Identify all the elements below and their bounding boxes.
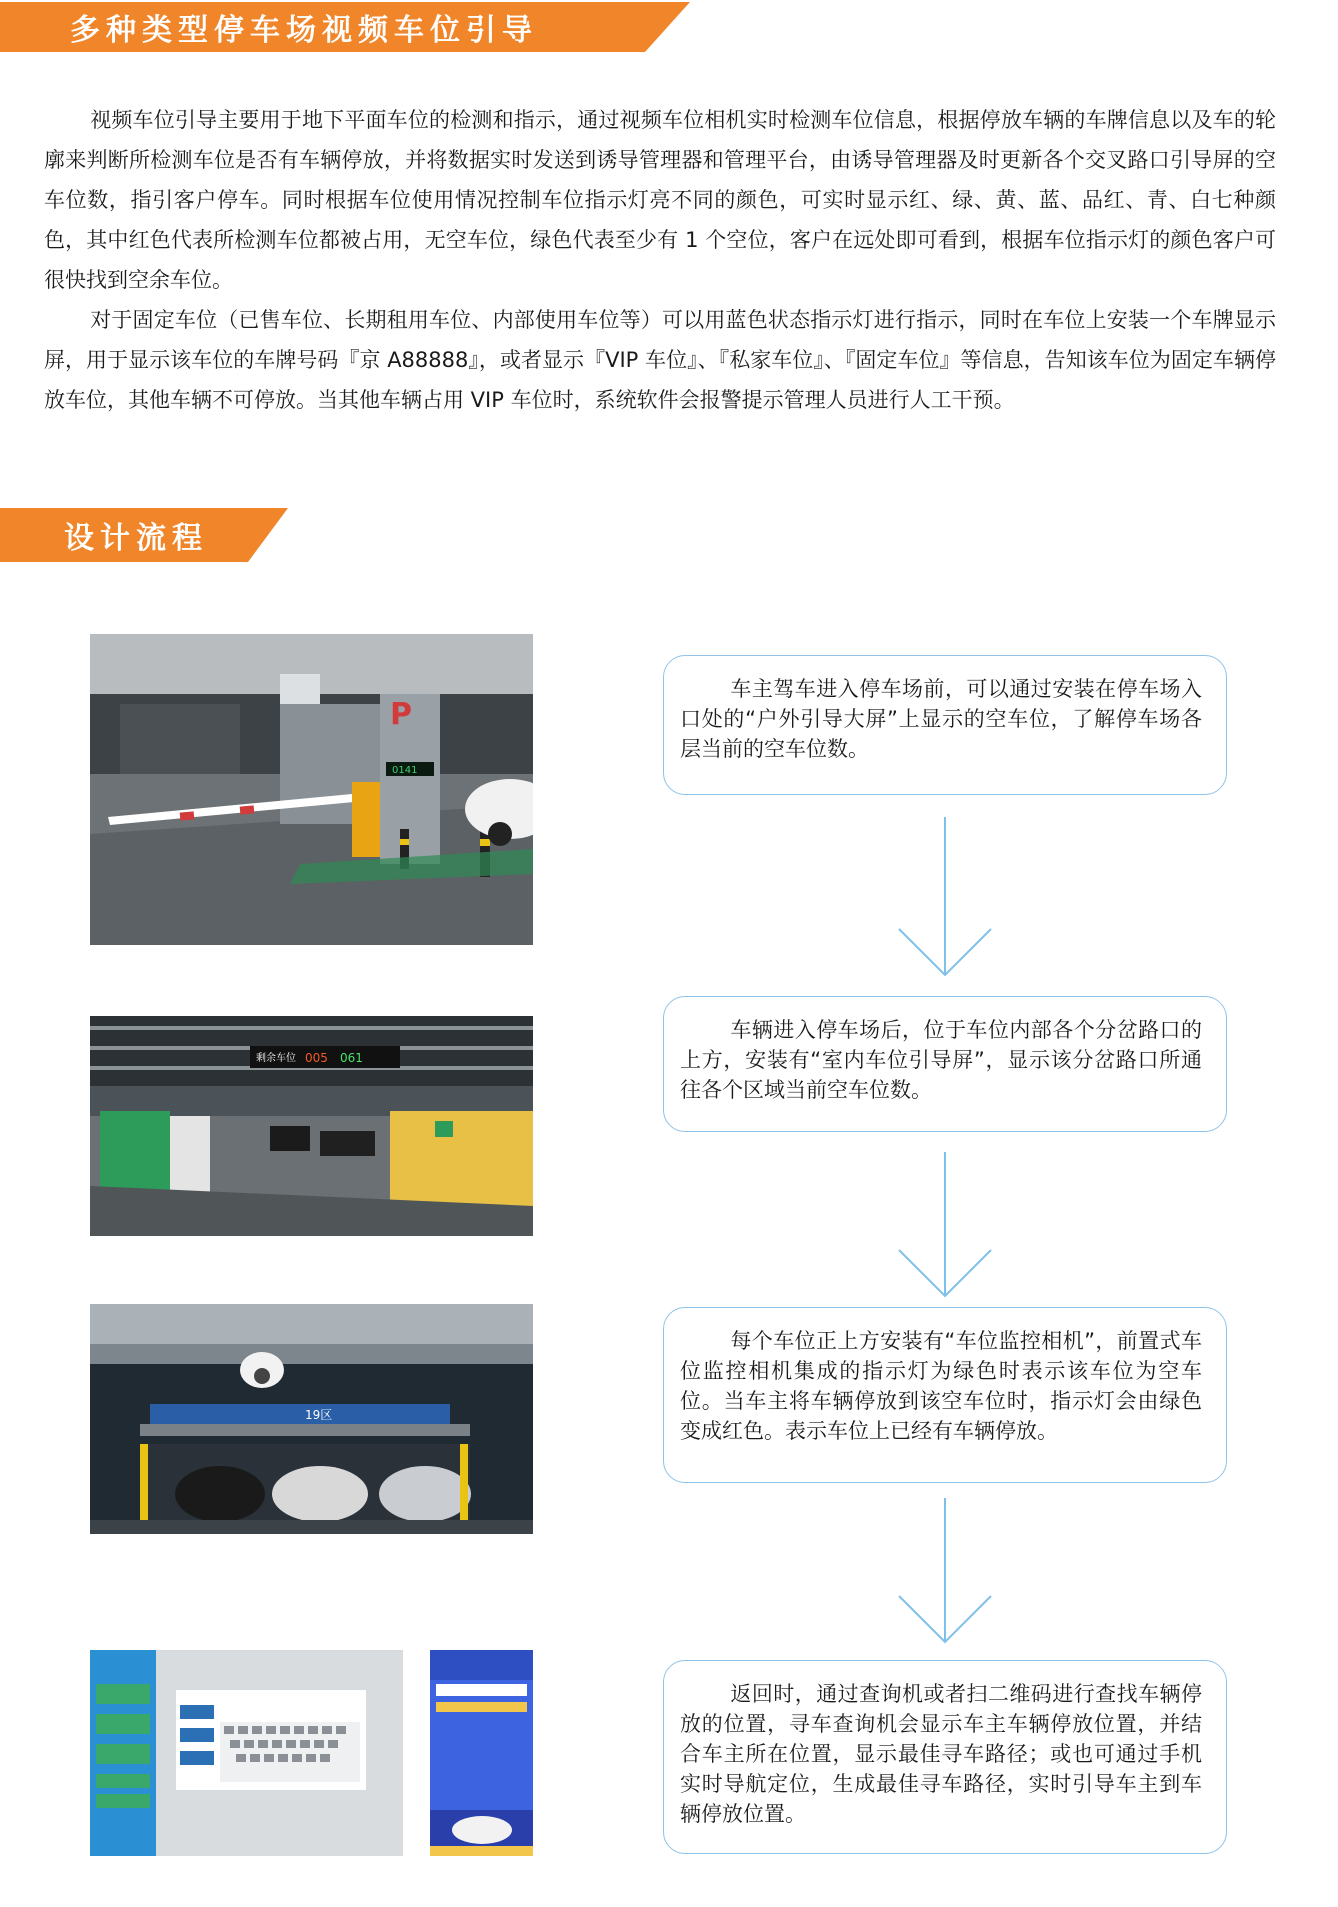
indoor-guidance-screen-photo	[90, 1016, 533, 1236]
svg-text:005: 005	[305, 1051, 328, 1065]
step-box-return-search	[663, 1660, 1227, 1854]
kiosk-screen-photo	[90, 1650, 403, 1856]
intro-paragraph-1: 视频车位引导主要用于地下平面车位的检测和指示，通过视频车位相机实时检测车位信息，根据停放车辆的车牌信息以及车的轮廓来判断所检测车位是否有车辆停放，并将数据实时发送到诱导管理器和管理平台，由诱导管理器及时更新各个交叉路口引导屏的空车位数，指引客户停车。同时根据车位使用情况控制车位指示灯亮不同的颜色，可实时显示红、绿、黄、蓝、品红、青、白七种颜色，其中红色代表所检测车位都被占用，无空车位，绿色代表至少有 1 个空位，客户在远处即可看到，根据车位指示灯的颜色客户可很快找到空余车位。	[44, 108, 1276, 292]
step-text: 每个车位正上方安装有“车位监控相机”，前置式车位监控相机集成的指示灯为绿色时表示该车位为空车位。当车主将车辆停放到该空车位时，指示灯会由绿色变成红色。表示车位上已经有车辆停放。	[680, 1329, 1202, 1443]
svg-text:P: P	[390, 697, 412, 732]
svg-text:19区: 19区	[305, 1408, 333, 1422]
section1-banner	[0, 2, 700, 52]
section2-banner	[0, 508, 300, 558]
phone-navigation-photo	[430, 1650, 533, 1856]
step-text: 返回时，通过查询机或者扫二维码进行查找车辆停放的位置，寻车查询机会显示车主车辆停放位置，并结合车主所在位置，显示最佳寻车路径；或也可通过手机实时导航定位，生成最佳寻车路径，实时引导车主到车辆停放位置。	[680, 1682, 1202, 1826]
svg-text:0141: 0141	[392, 765, 418, 776]
step-box-entrance	[663, 655, 1227, 795]
step-box-indoor-screen	[663, 996, 1227, 1132]
step-text: 车主驾车进入停车场前，可以通过安装在停车场入口处的“户外引导大屏”上显示的空车位，了解停车场各层当前的空车位数。	[680, 677, 1202, 761]
svg-text:剩余车位: 剩余车位	[256, 1053, 296, 1064]
space-camera-photo	[90, 1304, 533, 1534]
section2-title: 设计流程	[64, 521, 208, 556]
section1-title: 多种类型停车场视频车位引导	[70, 13, 538, 48]
step-text: 车辆进入停车场后，位于车位内部各个分岔路口的上方，安装有“室内车位引导屏”，显示该分岔路口所通往各个区域当前空车位数。	[680, 1018, 1202, 1102]
entrance-barrier-photo	[90, 634, 533, 945]
step-box-space-camera	[663, 1307, 1227, 1483]
svg-text:061: 061	[340, 1051, 363, 1065]
intro-paragraph-2: 对于固定车位（已售车位、长期租用车位、内部使用车位等）可以用蓝色状态指示灯进行指示，同时在车位上安装一个车牌显示屏，用于显示该车位的车牌号码『京 A88888』，或者显示『VIP 车位』、『私家车位』、『固定车位』等信息，告知该车位为固定车辆停放车位，其他车辆不可停放。当其他车辆占用 VIP 车位时，系统软件会报警提示管理人员进行人工干预。	[44, 308, 1276, 412]
down-arrow-icon	[897, 1152, 993, 1298]
down-arrow-icon	[897, 1498, 993, 1644]
intro-text	[44, 100, 1276, 420]
down-arrow-icon	[897, 817, 993, 977]
